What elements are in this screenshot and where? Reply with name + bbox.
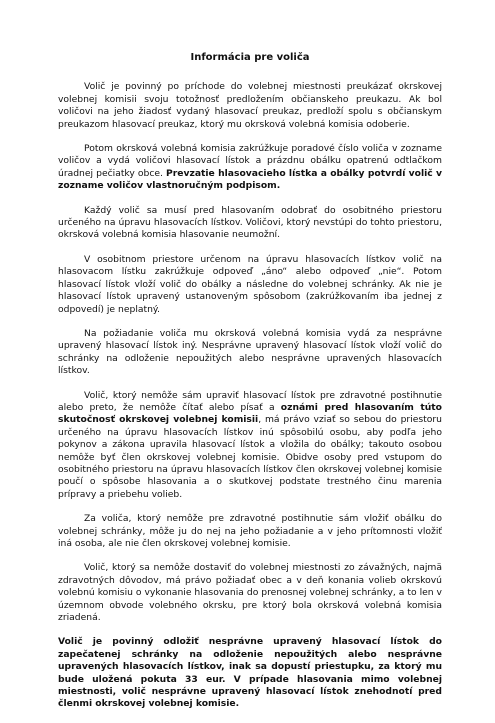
document-page (58, 52, 442, 723)
paragraph-assistance-text-a: Volič, ktorý nemôže sám upraviť hlasovací lístok pre zdravotné postihnutie alebo preto, že nemôže čítať alebo písať a (58, 389, 442, 413)
paragraph-ballot-issue-text: Potom okrsková volebná komisia zakrúžkuje poradové číslo voliča v zozname voličov a vydá voličovi hlasovací lístok a prázdnu obálku opatrenú odtlačkom úradnej pečiatky obce. (58, 143, 442, 179)
paragraph-penalty: Volič je povinný odložiť nesprávne upravený hlasovací lístok do zapečatenej schránky na odloženie nepoužitých alebo nesprávne upravených hlasovacích lístkov, inak sa dopustí priestupku, za ktorý mu bude uložená pokuta 33 eur. V prípade hlasovania mimo volebnej miestnosti, volič nesprávne upravený hlasovací lístok znehodnotí pred členmi okrskovej volebnej komisie. (58, 636, 442, 710)
paragraph-portable-box: Volič, ktorý sa nemôže dostaviť do volebnej miestnosti zo závažných, najmä zdravotných dôvodov, má právo požiadať obec a v deň konania volieb okrskovú volebnú komisiu o vykonanie hlasovania do prenosnej volebnej schránky, a to len v územnom obvode volebného okrsku, pre ktorý bola okrsková volebná komisia zriadená. (58, 562, 442, 624)
paragraph-marking: V osobitnom priestore určenom na úpravu hlasovacích lístkov volič na hlasovacom lístku zakrúžkuje odpoveď „áno“ alebo odpoveď „nie“. Potom hlasovací lístok vloží volič do obálky a následne do volebnej schránky. Ak nie je hlasovací lístok upravený ustanoveným spôsobom (zakrúžkovaním iba jednej z odpovedí) je neplatný. (58, 253, 442, 315)
paragraph-booth: Každý volič sa musí pred hlasovaním odobrať do osobitného priestoru určeného na úpravu hlasovacích lístkov. Voličovi, ktorý nevstúpi do tohto priestoru, okrsková volebná komisia hlasovanie neumožní. (58, 204, 442, 241)
paragraph-assistance-emphasis: oznámi pred hlasovaním túto skutočnosť okrskovej volebnej komisii (58, 401, 442, 426)
paragraph-envelope-help: Za voliča, ktorý nemôže pre zdravotné postihnutie sám vložiť obálku do volebnej schránky, môže ju do nej na jeho požiadanie a v jeho prítomnosti vložiť iná osoba, ale nie člen okrskovej volebnej komisie. (58, 513, 442, 549)
paragraph-assistance (58, 390, 442, 502)
paragraph-ballot-issue (58, 143, 442, 193)
document-title: Informácia pre voliča (190, 52, 310, 63)
paragraph-ballot-issue-emphasis: Prevzatie hlasovacieho lístka a obálky potvrdí volič v zozname voličov vlastnoručným podpisom. (58, 167, 442, 192)
paragraph-identity: Volič je povinný po príchode do volebnej miestnosti preukázať okrskovej volebnej komisii svoju totožnosť predložením občianskeho preukazu. Ak bol voličovi na jeho žiadosť vydaný hlasovací preukaz, predloží spolu s občianskym preukazom hlasovací preukaz, ktorý mu okrsková volebná komisia odoberie. (58, 81, 442, 130)
paragraph-replacement: Na požiadanie voliča mu okrsková volebná komisia vydá za nesprávne upravený hlasovací lístok iný. Nesprávne upravený hlasovací lístok vloží volič do schránky na odloženie nepoužitých alebo nesprávne upravených hlasovacích lístkov. (58, 327, 442, 377)
paragraph-assistance-text-c: , má právo vziať so sebou do priestoru určeného na úpravu hlasovacích lístkov inú spôsobilú osobu, aby podľa jeho pokynov a zákona upravila hlasovací lístok a vložila do obálky; takouto osobou nemôže byť člen okrskovej volebnej komisie. Obidve osoby pred vstupom do osobitného priestoru na úpravu hlasovacích lístkov člen okrskovej volebnej komisie poučí o spôsobe hlasovania a o skutkovej podstate trestného činu marenia prípravy a priebehu volieb. (58, 414, 442, 500)
